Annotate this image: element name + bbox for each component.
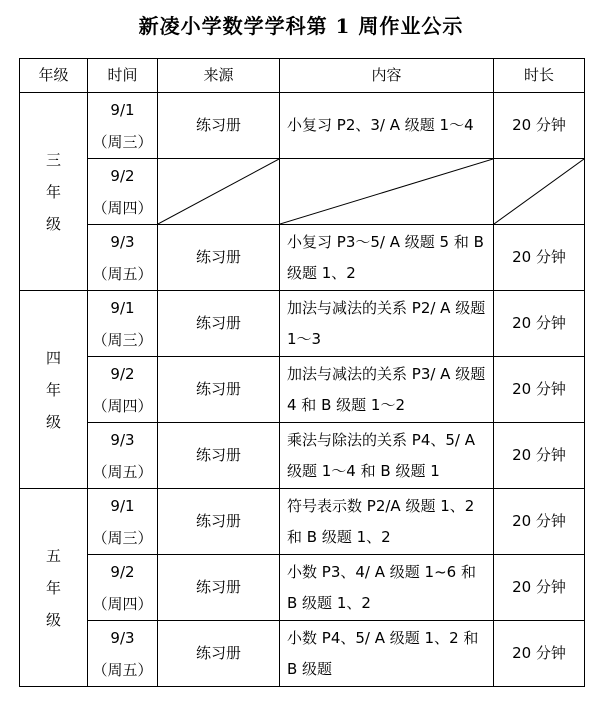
source-cell: 练习册 (158, 621, 280, 687)
date-cell: 9/3 （周五） (88, 225, 158, 291)
homework-table (19, 58, 585, 687)
date-cell: 9/1 （周三） (88, 489, 158, 555)
table-row (20, 555, 585, 621)
source-cell: 练习册 (158, 225, 280, 291)
table-row (20, 225, 585, 291)
diagonal-line (494, 159, 584, 224)
empty-duration-cell (494, 159, 585, 225)
date-cell: 9/2 （周四） (88, 555, 158, 621)
source-cell: 练习册 (158, 423, 280, 489)
duration-cell: 20 分钟 (494, 357, 585, 423)
content-cell: 小数 P4、5/ A 级题 1、2 和 B 级题 (280, 621, 494, 687)
source-cell: 练习册 (158, 489, 280, 555)
grade-cell: 五 年 级 (20, 489, 88, 687)
empty-content-cell (280, 159, 494, 225)
content-cell: 符号表示数 P2/A 级题 1、2 和 B 级题 1、2 (280, 489, 494, 555)
source-cell: 练习册 (158, 555, 280, 621)
table-row (20, 291, 585, 357)
content-cell: 小复习 P2、3/ A 级题 1～4 (280, 93, 494, 159)
content-cell: 加法与减法的关系 P2/ A 级题 1～3 (280, 291, 494, 357)
table-row (20, 93, 585, 159)
grade-cell: 四 年 级 (20, 291, 88, 489)
content-cell: 加法与减法的关系 P3/ A 级题 4 和 B 级题 1～2 (280, 357, 494, 423)
diagonal-line (280, 159, 493, 224)
content-cell: 小复习 P3～5/ A 级题 5 和 B 级题 1、2 (280, 225, 494, 291)
duration-cell: 20 分钟 (494, 225, 585, 291)
date-cell: 9/3 （周五） (88, 423, 158, 489)
header-time: 时间 (88, 59, 158, 93)
diagonal-line (158, 159, 279, 224)
date-cell: 9/2 （周四） (88, 357, 158, 423)
table-row-empty (20, 159, 585, 225)
date-cell: 9/1 （周三） (88, 291, 158, 357)
page-title: 新凌小学数学学科第 1 周作业公示 (138, 14, 464, 38)
date-cell: 9/3 （周五） (88, 621, 158, 687)
header-content: 内容 (280, 59, 494, 93)
table-row (20, 489, 585, 555)
duration-cell: 20 分钟 (494, 555, 585, 621)
empty-source-cell (158, 159, 280, 225)
duration-cell: 20 分钟 (494, 291, 585, 357)
content-cell: 乘法与除法的关系 P4、5/ A 级题 1～4 和 B 级题 1 (280, 423, 494, 489)
table-row (20, 621, 585, 687)
duration-cell: 20 分钟 (494, 423, 585, 489)
content-cell: 小数 P3、4/ A 级题 1~6 和 B 级题 1、2 (280, 555, 494, 621)
source-cell: 练习册 (158, 93, 280, 159)
date-cell: 9/2 （周四） (88, 159, 158, 225)
table-row (20, 357, 585, 423)
header-duration: 时长 (494, 59, 585, 93)
header-source: 来源 (158, 59, 280, 93)
source-cell: 练习册 (158, 291, 280, 357)
table-row (20, 423, 585, 489)
duration-cell: 20 分钟 (494, 621, 585, 687)
date-cell: 9/1 （周三） (88, 93, 158, 159)
header-grade: 年级 (20, 59, 88, 93)
duration-cell: 20 分钟 (494, 489, 585, 555)
grade-cell: 三 年 级 (20, 93, 88, 291)
header-row (20, 59, 585, 93)
source-cell: 练习册 (158, 357, 280, 423)
duration-cell: 20 分钟 (494, 93, 585, 159)
